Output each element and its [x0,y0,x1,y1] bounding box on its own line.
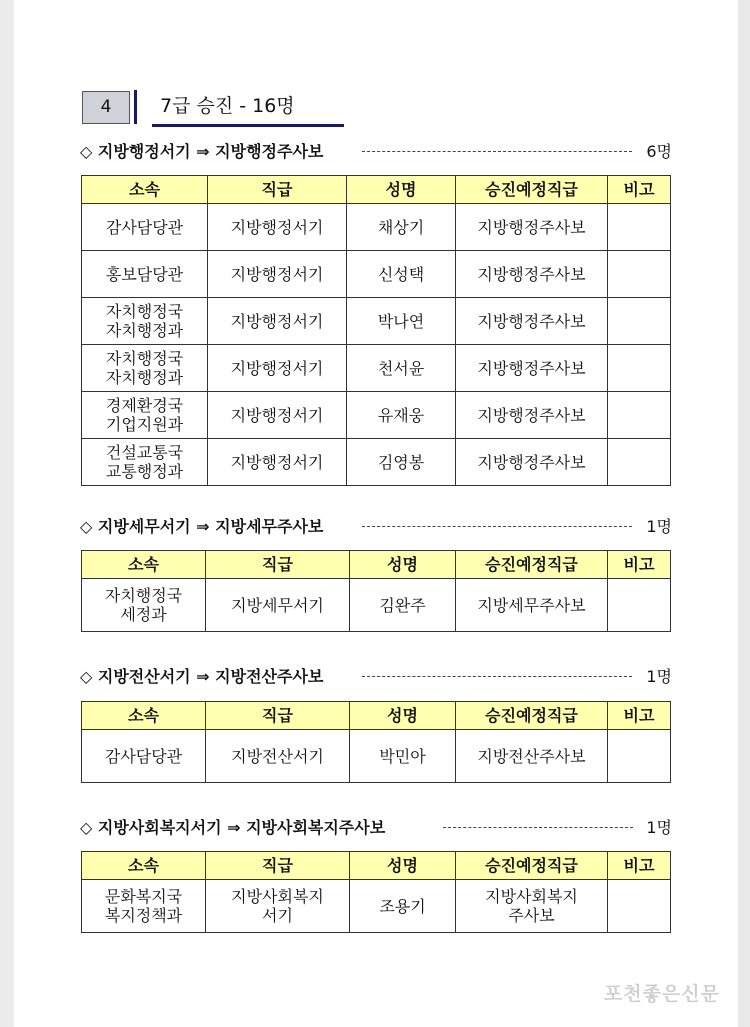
table-row [82,880,671,933]
cell-name: 박나연 [347,298,456,345]
col-header-grade: 직급 [206,551,350,579]
cell-promotion-grade: 지방세무주사보 [456,579,608,632]
section-label [80,139,672,165]
section-count: 1명 [646,517,672,536]
section-label [80,815,672,841]
cell-promotion-grade: 지방행정주사보 [456,439,608,486]
cell-dept: 감사담당관 [82,204,208,251]
cell-promotion-grade: 지방행정주사보 [456,298,608,345]
col-header-remarks: 비고 [608,852,671,880]
cell-promotion-grade: 지방행정주사보 [456,251,608,298]
cell-grade: 지방세무서기 [206,579,350,632]
col-header-remarks: 비고 [608,551,671,579]
cell-dept: 감사담당관 [82,730,206,783]
cell-remarks [608,204,671,251]
col-header-grade: 직급 [206,702,350,730]
cell-name: 김완주 [350,579,456,632]
table-row [82,345,671,392]
cell-grade: 지방행정서기 [208,345,347,392]
section-count: 6명 [646,142,672,161]
section-label [80,664,672,690]
table-row [82,579,671,632]
table-row [82,251,671,298]
table-row [82,730,671,783]
cell-remarks [608,298,671,345]
cell-remarks [608,579,671,632]
heading-underline [152,124,344,127]
table-header-row [82,551,671,579]
cell-grade: 지방행정서기 [208,298,347,345]
cell-remarks [608,880,671,933]
cell-grade: 지방전산서기 [206,730,350,783]
col-header-remarks: 비고 [608,176,671,204]
cell-grade: 지방행정서기 [208,439,347,486]
promotion-table [81,701,671,783]
col-header-grade: 직급 [206,852,350,880]
cell-promotion-grade: 지방사회복지 주사보 [456,880,608,933]
cell-remarks [608,251,671,298]
cell-grade: 지방행정서기 [208,204,347,251]
section-count: 1명 [646,818,672,837]
heading-divider [134,90,137,124]
cell-name: 조용기 [350,880,456,933]
section-heading [82,88,344,126]
leader-dashes [362,526,632,527]
section-label-text: ◇ 지방사회복지서기 ⇒ 지방사회복지주사보 [80,818,386,837]
cell-dept: 자치행정국 세정과 [82,579,206,632]
promotion-table [81,175,671,486]
cell-dept: 자치행정국 자치행정과 [82,345,208,392]
table-header-row [82,176,671,204]
col-header-dept: 소속 [82,176,208,204]
col-header-promotion-grade: 승진예정직급 [456,852,608,880]
cell-promotion-grade: 지방행정주사보 [456,204,608,251]
col-header-dept: 소속 [82,702,206,730]
section-label-text: ◇ 지방행정서기 ⇒ 지방행정주사보 [80,142,324,161]
cell-grade: 지방행정서기 [208,251,347,298]
col-header-name: 성명 [350,551,456,579]
cell-name: 채상기 [347,204,456,251]
cell-dept: 경제환경국 기업지원과 [82,392,208,439]
cell-name: 천서윤 [347,345,456,392]
heading-title: 7급 승진 - 16명 [160,95,295,117]
cell-grade: 지방행정서기 [208,392,347,439]
section-label [80,514,672,540]
promotion-table [81,550,671,632]
page-edge-left [0,0,14,1027]
cell-promotion-grade: 지방전산주사보 [456,730,608,783]
cell-remarks [608,730,671,783]
table-row [82,204,671,251]
col-header-promotion-grade: 승진예정직급 [456,702,608,730]
cell-name: 신성택 [347,251,456,298]
leader-dashes [443,827,633,828]
cell-name: 김영봉 [347,439,456,486]
col-header-remarks: 비고 [608,702,671,730]
cell-grade: 지방사회복지 서기 [206,880,350,933]
heading-number: 4 [82,91,130,124]
table-body [82,579,671,632]
table-body [82,204,671,486]
table-body [82,880,671,933]
leader-dashes [362,676,632,677]
cell-name: 유재웅 [347,392,456,439]
col-header-dept: 소속 [82,551,206,579]
cell-name: 박민아 [350,730,456,783]
cell-promotion-grade: 지방행정주사보 [456,392,608,439]
table-row [82,392,671,439]
cell-promotion-grade: 지방행정주사보 [456,345,608,392]
section-count: 1명 [646,667,672,686]
col-header-name: 성명 [350,852,456,880]
section-label-text: ◇ 지방전산서기 ⇒ 지방전산주사보 [80,667,324,686]
cell-dept: 건설교통국 교통행정과 [82,439,208,486]
leader-dashes [362,151,632,152]
promotion-table [81,851,671,933]
page-edge-right [738,0,750,1027]
cell-remarks [608,345,671,392]
cell-dept: 문화복지국 복지정책과 [82,880,206,933]
table-row [82,439,671,486]
col-header-grade: 직급 [208,176,347,204]
col-header-name: 성명 [350,702,456,730]
col-header-dept: 소속 [82,852,206,880]
table-header-row [82,702,671,730]
cell-dept: 자치행정국 자치행정과 [82,298,208,345]
col-header-name: 성명 [347,176,456,204]
col-header-promotion-grade: 승진예정직급 [456,176,608,204]
table-row [82,298,671,345]
cell-remarks [608,392,671,439]
publisher-watermark: 포천좋은신문 [603,983,720,1005]
cell-remarks [608,439,671,486]
col-header-promotion-grade: 승진예정직급 [456,551,608,579]
section-label-text: ◇ 지방세무서기 ⇒ 지방세무주사보 [80,517,324,536]
cell-dept: 홍보담당관 [82,251,208,298]
table-body [82,730,671,783]
table-header-row [82,852,671,880]
